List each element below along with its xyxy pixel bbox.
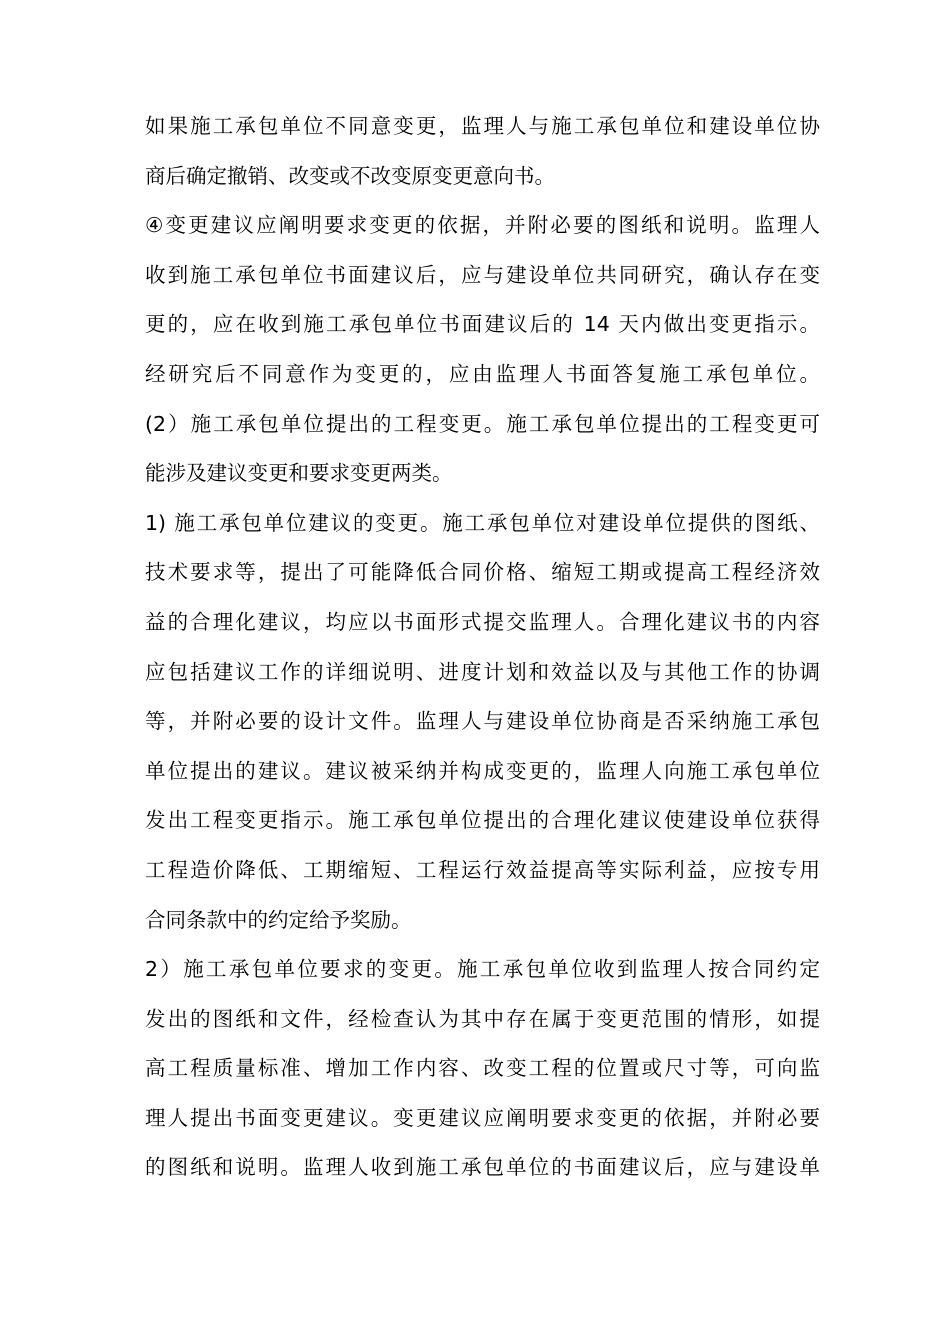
text-line: 工程造价降低、工期缩短、工程运行效益提高等实际利益，应按专用 xyxy=(145,857,820,882)
text-line: 商后确定撤销、改变或不改变原变更意向书。 xyxy=(145,163,555,188)
text-line: 合同条款中的约定给予奖励。 xyxy=(145,907,412,932)
text-line: ④变更建议应阐明要求变更的依据，并附必要的图纸和说明。监理人 xyxy=(145,213,820,238)
body-text xyxy=(145,102,820,1193)
text-line: 的图纸和说明。监理人收到施工承包单位的书面建议后，应与建设单 xyxy=(145,1155,820,1180)
text-line: 1) 施工承包单位建议的变更。施工承包单位对建设单位提供的图纸、 xyxy=(145,510,820,535)
text-line: 发出的图纸和文件，经检查认为其中存在属于变更范围的情形，如提 xyxy=(145,1006,820,1031)
text-line: 技术要求等，提出了可能降低合同价格、缩短工期或提高工程经济效 xyxy=(145,560,820,585)
text-line: 理人提出书面变更建议。变更建议应阐明要求变更的依据，并附必要 xyxy=(145,1105,820,1130)
text-line: 高工程质量标准、增加工作内容、改变工程的位置或尺寸等，可向监 xyxy=(145,1056,820,1081)
text-line: 应包括建议工作的详细说明、进度计划和效益以及与其他工作的协调 xyxy=(145,659,820,684)
text-line: 发出工程变更指示。施工承包单位提出的合理化建议使建设单位获得 xyxy=(145,808,820,833)
text-line: 益的合理化建议，均应以书面形式提交监理人。合理化建议书的内容 xyxy=(145,609,820,634)
text-line: 等，并附必要的设计文件。监理人与建设单位协商是否采纳施工承包 xyxy=(145,709,820,734)
text-line: 如果施工承包单位不同意变更，监理人与施工承包单位和建设单位协 xyxy=(145,114,820,138)
text-line: 收到施工承包单位书面建议后，应与建设单位共同研究，确认存在变 xyxy=(145,262,820,287)
text-line: 2）施工承包单位要求的变更。施工承包单位收到监理人按合同约定 xyxy=(145,957,820,982)
text-line: 单位提出的建议。建议被采纳并构成变更的，监理人向施工承包单位 xyxy=(145,758,820,783)
text-line: (2）施工承包单位提出的工程变更。施工承包单位提出的工程变更可 xyxy=(145,411,820,436)
text-line: 能涉及建议变更和要求变更两类。 xyxy=(145,461,453,486)
text-line: 经研究后不同意作为变更的，应由监理人书面答复施工承包单位。 xyxy=(145,361,820,386)
text-line: 更的，应在收到施工承包单位书面建议后的 14 天内做出变更指示。 xyxy=(145,312,820,337)
